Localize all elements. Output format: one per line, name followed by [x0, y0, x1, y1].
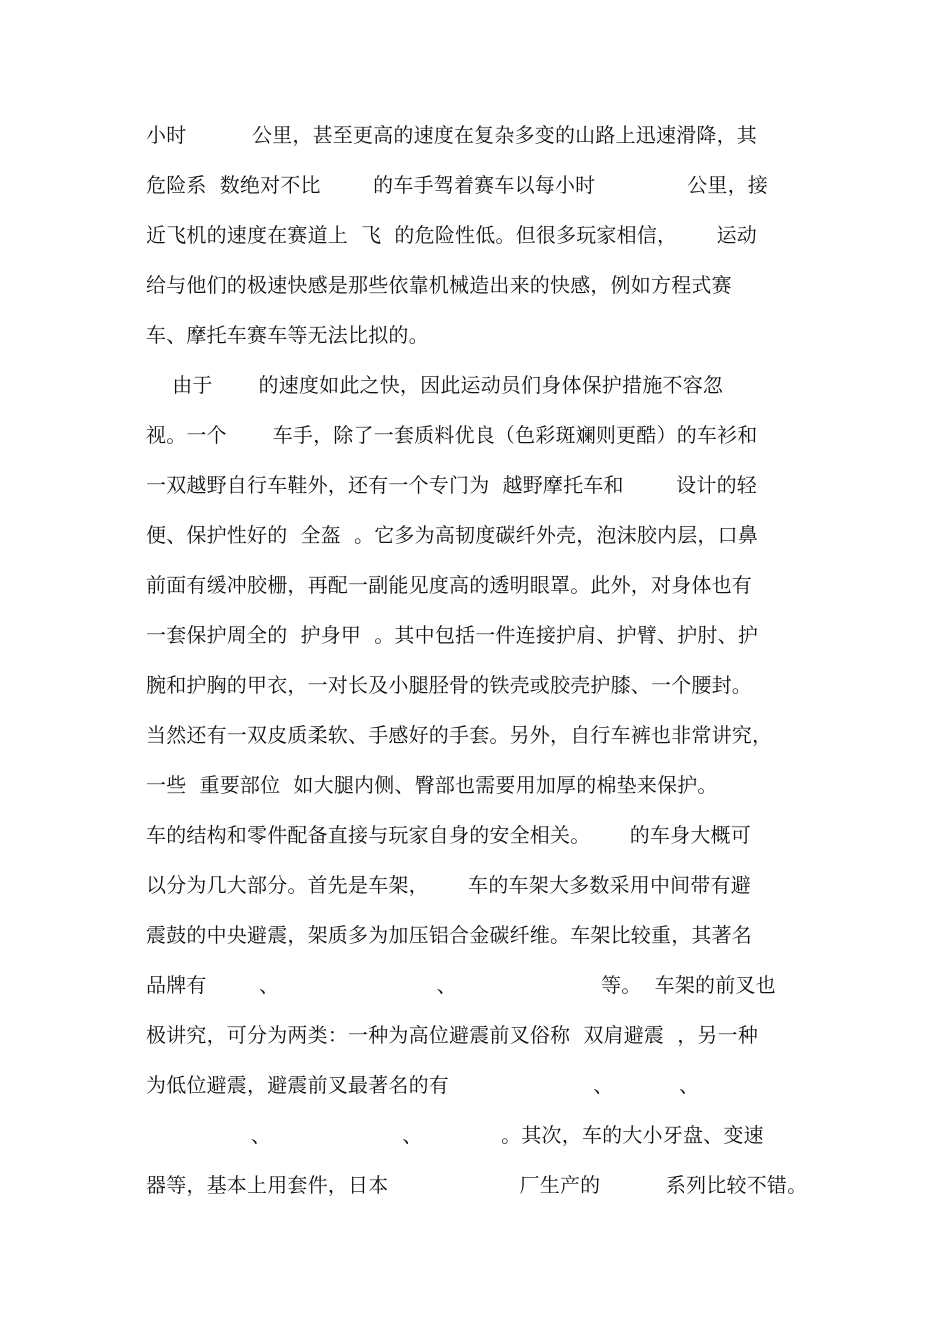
- text-line: 以分为几大部分。首先是车架， 车的车架大多数采用中间带有避: [146, 873, 751, 897]
- text-line: 为低位避震，避震前叉最著名的有 、 、: [146, 1073, 700, 1097]
- text-line: 近飞机的速度在赛道上 飞 的危险性低。但很多玩家相信， 运动: [146, 223, 757, 247]
- text-line: 器等，基本上用套件，日本 厂生产的 系列比较不错。: [146, 1173, 808, 1197]
- text-line: 便、保护性好的 全盔 。它多为高韧度碳纤外壳，泡沫胶内层，口鼻: [146, 523, 759, 547]
- text-line: 小时 公里，甚至更高的速度在复杂多变的山路上迅速滑降，其: [146, 123, 757, 147]
- text-line: 前面有缓冲胶栅，再配一副能见度高的透明眼罩。此外，对身体也有: [146, 573, 752, 597]
- text-line: 一双越野自行车鞋外，还有一个专门为 越野摩托车和 设计的轻: [146, 473, 757, 497]
- text-line: 当然还有一双皮质柔软、手感好的手套。另外，自行车裤也非常讲究，: [146, 723, 773, 747]
- text-line: 危险系 数绝对不比 的车手驾着赛车以每小时 公里，接: [146, 173, 768, 197]
- text-line: 给与他们的极速快感是那些依靠机械造出来的快感，例如方程式赛: [146, 273, 732, 297]
- text-line: 品牌有 、 、 等。 车架的前叉也: [146, 973, 776, 997]
- text-line: 、 、 。其次，车的大小牙盘、变速: [146, 1123, 764, 1147]
- text-line: 震鼓的中央避震，架质多为加压铝合金碳纤维。车架比较重，其著名: [146, 923, 752, 947]
- text-line: 极讲究，可分为两类：一种为高位避震前叉俗称 双肩避震 ，另一种: [146, 1023, 759, 1047]
- text-line: 车、摩托车赛车等无法比拟的。: [146, 323, 429, 347]
- text-line: 腕和护胸的甲衣，一对长及小腿胫骨的铁壳或胶壳护膝、一个腰封。: [146, 673, 752, 697]
- text-line: 一套保护周全的 护身甲 。其中包括一件连接护肩、护臂、护肘、护: [146, 623, 759, 647]
- text-line: 一些 重要部位 如大腿内侧、臀部也需要用加厚的棉垫来保护。: [146, 773, 718, 797]
- text-line: 由于 的速度如此之快，因此运动员们身体保护措施不容忽: [146, 373, 724, 397]
- text-line: 车的结构和零件配备直接与玩家自身的安全相关。 的车身大概可: [146, 823, 751, 847]
- text-line: 视。一个 车手，除了一套质料优良（色彩斑斓则更酷）的车衫和: [146, 423, 758, 447]
